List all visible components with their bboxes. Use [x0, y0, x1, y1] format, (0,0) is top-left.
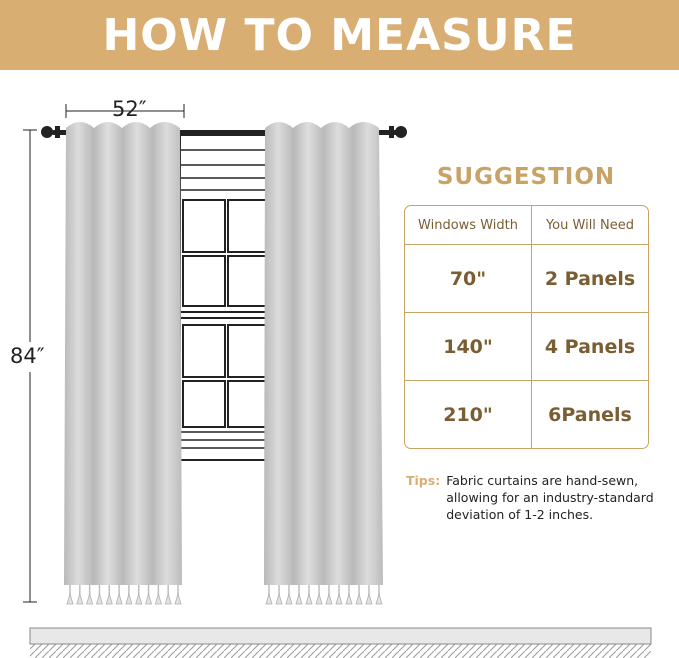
tassel — [146, 594, 152, 604]
tassel — [126, 594, 132, 604]
suggestion-title: SUGGESTION — [436, 164, 616, 190]
tassel — [376, 594, 382, 604]
tassel — [356, 594, 362, 604]
width-label: 52″ — [112, 97, 147, 121]
tips-note — [406, 472, 676, 523]
tassel — [67, 594, 73, 604]
window-width-cell: 210" — [405, 381, 532, 448]
tassel — [136, 594, 142, 604]
tassel — [155, 594, 161, 604]
tassel — [266, 594, 272, 604]
column-header-you-will-need: You Will Need — [532, 206, 648, 245]
tassel — [346, 594, 352, 604]
suggestion-table — [404, 205, 649, 449]
tassel — [165, 594, 171, 604]
tassel — [87, 594, 93, 604]
tips-text: Fabric curtains are hand-sewn, allowing for an industry-standard deviation of 1-2 inches. — [446, 473, 654, 522]
page-title: HOW TO MEASURE — [102, 9, 577, 61]
curtain-tassels — [67, 585, 382, 604]
panels-needed-cell: 6Panels — [548, 403, 632, 426]
window-width-cell: 140" — [405, 313, 532, 381]
table-row — [405, 313, 648, 381]
tassel — [366, 594, 372, 604]
tassel — [336, 594, 342, 604]
column-header-windows-width: Windows Width — [405, 206, 532, 245]
curtain-panel-left — [64, 122, 182, 585]
tassel — [77, 594, 83, 604]
table-row — [405, 381, 648, 448]
table-header-row — [405, 206, 648, 245]
floor — [30, 628, 651, 658]
panels-needed-cell: 4 Panels — [532, 313, 648, 381]
tassel — [286, 594, 292, 604]
panels-needed-cell: 2 Panels — [532, 245, 648, 313]
table-row — [405, 245, 648, 313]
window-width-cell: 70" — [405, 245, 532, 313]
tassel — [316, 594, 322, 604]
window-frame — [180, 135, 270, 460]
height-label: 84″ — [10, 344, 45, 368]
curtain-panel-right — [264, 122, 383, 585]
tassel — [326, 594, 332, 604]
tassel — [276, 594, 282, 604]
tips-label: Tips: — [406, 473, 441, 488]
tassel — [296, 594, 302, 604]
tassel — [106, 594, 112, 604]
tassel — [306, 594, 312, 604]
tassel — [116, 594, 122, 604]
tassel — [175, 594, 181, 604]
tassel — [96, 594, 102, 604]
